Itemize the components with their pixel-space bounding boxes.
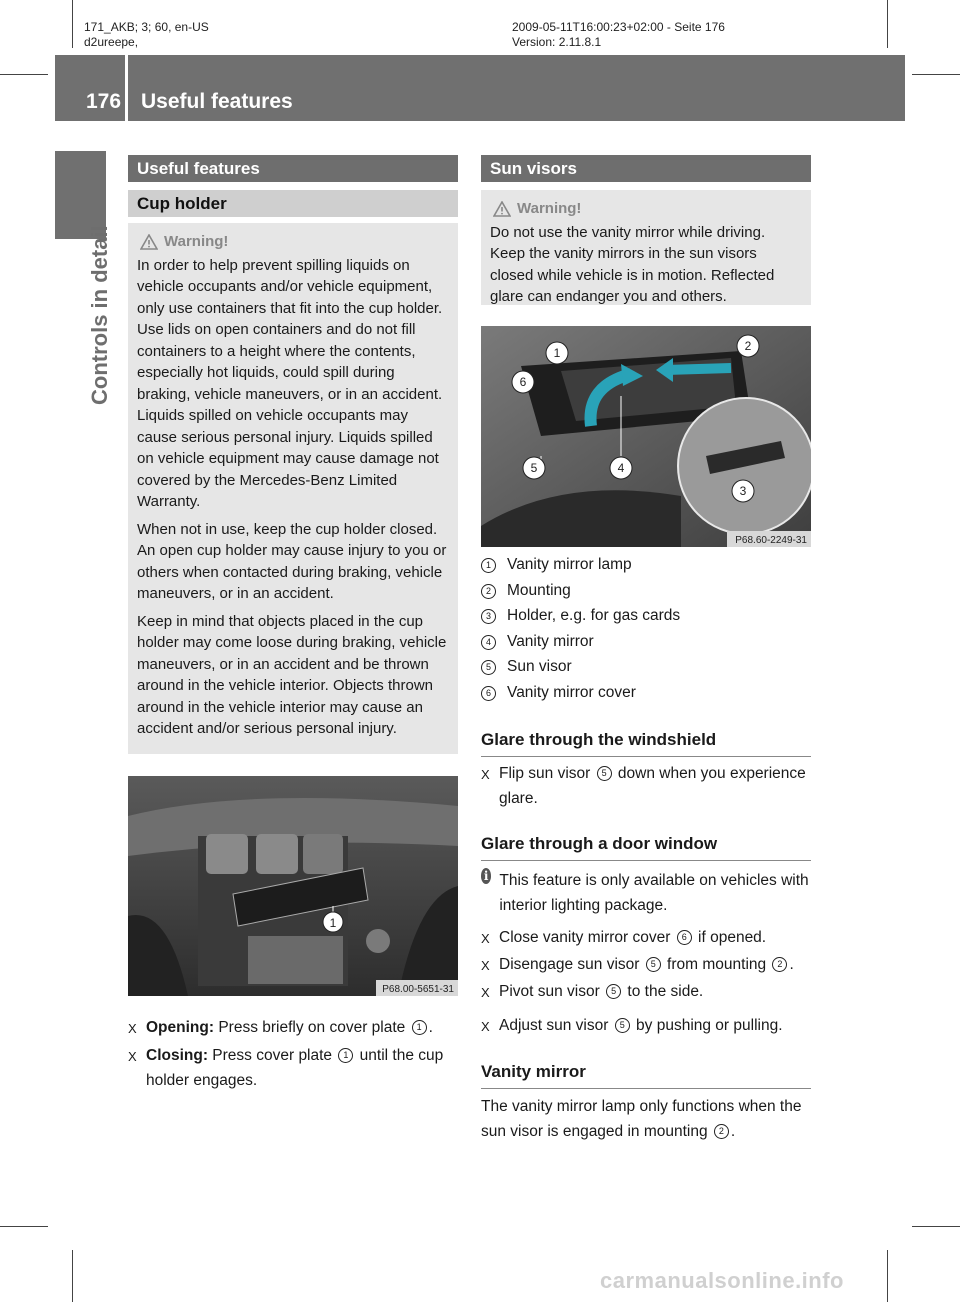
- legend-item: [481, 607, 680, 625]
- warning-paragraph: Do not use the vanity mirror while driving. Keep the vanity mirrors in the sun visors closed while vehicle is in motion. Reflected glare can endanger you and others.: [490, 223, 775, 305]
- photo-callout: 1: [553, 346, 561, 360]
- vanity-text: [481, 1094, 811, 1144]
- step-text: Disengage sun visor: [499, 956, 644, 973]
- photo-callout: 4: [617, 461, 625, 475]
- subsection-title-windshield: Glare through the windshield: [481, 730, 811, 757]
- legend-text: Sun visor: [507, 658, 572, 675]
- warning-triangle-icon: [493, 201, 511, 217]
- step-text: Press cover plate: [208, 1047, 337, 1064]
- callout-ref: 5: [597, 766, 612, 781]
- page-number: 176: [86, 90, 122, 113]
- step-text: Adjust sun visor: [499, 1017, 613, 1034]
- warning-paragraph: In order to help prevent spilling liquids on vehicle occupants and/or vehicle equipment, only use containers that fit into the cup holder. Use lids on open containers and do not fill containers to a height where the contents, especially hot liquids, could spill during braking, vehicle maneuvers, or in an accident. Liquids spilled on vehicle occupants may cause serious personal injury. Liquids spilled on vehicle equipment may cause damage not covered by the Mercedes-Benz Limited Warranty.: [137, 256, 443, 510]
- step-opening: [128, 1015, 463, 1041]
- legend-text: Vanity mirror cover: [507, 684, 636, 701]
- photo-code: P68.60-2249-31: [735, 535, 807, 546]
- windshield-step: [481, 761, 811, 811]
- crop-mark: [0, 1226, 48, 1227]
- legend-item: [481, 582, 571, 600]
- section-title-sun-visors: Sun visors: [481, 155, 811, 182]
- info-icon: i: [481, 868, 491, 884]
- legend-item: [481, 556, 632, 574]
- info-text: This feature is only available on vehicles with interior lighting package.: [499, 872, 809, 914]
- crop-mark: [72, 1250, 73, 1302]
- step-text: Flip sun visor: [499, 765, 595, 782]
- subsection-title-cup-holder: Cup holder: [128, 190, 458, 217]
- door-steps: [481, 925, 816, 1039]
- print-meta-line: 171_AKB; 3; 60, en-US: [84, 20, 209, 34]
- callout-ref: 5: [606, 984, 621, 999]
- legend-item: [481, 658, 572, 676]
- crop-mark: [0, 74, 48, 75]
- subsection-title-vanity-mirror: Vanity mirror: [481, 1062, 811, 1089]
- print-meta-line: Version: 2.11.8.1: [512, 35, 602, 49]
- step-label: Closing:: [146, 1047, 208, 1064]
- step-text: .: [428, 1019, 433, 1036]
- callout-ref: 2: [481, 584, 496, 599]
- callout-ref: 4: [481, 635, 496, 650]
- warning-header: [493, 198, 803, 220]
- legend-text: Vanity mirror: [507, 633, 594, 650]
- body-text: .: [730, 1123, 736, 1140]
- step-text: from mounting: [662, 956, 771, 973]
- cup-holder-photo: [128, 776, 458, 996]
- warning-title: Warning!: [164, 233, 229, 250]
- page-title: Useful features: [141, 90, 293, 113]
- callout-ref: 5: [615, 1018, 630, 1033]
- photo-callout: 5: [530, 461, 538, 475]
- photo-callout: 1: [329, 916, 337, 930]
- callout-ref: 5: [646, 957, 661, 972]
- warning-box-sun-visor: [481, 190, 811, 305]
- crop-mark: [912, 74, 960, 75]
- print-meta-line: d2ureepe,: [84, 35, 139, 49]
- section-title-useful-features: Useful features: [128, 155, 458, 182]
- callout-ref: 6: [677, 930, 692, 945]
- photo-code: P68.00-5651-31: [382, 984, 454, 995]
- callout-ref: 6: [481, 686, 496, 701]
- step-text: if opened.: [693, 929, 767, 946]
- step-text: Pivot sun visor: [499, 983, 605, 1000]
- step-text: down when you experience glare.: [499, 765, 806, 807]
- legend-item: [481, 633, 594, 651]
- sun-visor-photo: [481, 326, 811, 547]
- header-divider: [125, 55, 128, 121]
- side-tab-text: [80, 152, 120, 412]
- crop-mark: [72, 0, 73, 48]
- step-item: [481, 925, 816, 951]
- warning-paragraph: Keep in mind that objects placed in the cup holder may come loose during braking, vehicle maneuvers, or in an accident and be thrown around in the vehicle interior. Objects thrown around in the vehicle interior may cause an accident and/or serious personal injury.: [137, 612, 447, 737]
- print-meta-left: [84, 20, 209, 50]
- callout-ref: 2: [714, 1124, 729, 1139]
- photo-callout: 6: [519, 375, 527, 389]
- photo-callout: 2: [744, 339, 752, 353]
- step-label: Opening:: [146, 1019, 215, 1036]
- warning-triangle-icon: [140, 234, 158, 250]
- legend-text: Holder, e.g. for gas cards: [507, 607, 681, 624]
- watermark: carmanualsonline.info: [600, 1268, 844, 1293]
- callout-ref: 3: [481, 609, 496, 624]
- side-tab-label: Controls in detail: [87, 225, 112, 405]
- cup-holder-steps: [128, 1015, 463, 1093]
- step-arrow-icon: X: [128, 1021, 137, 1036]
- step-arrow-icon: X: [481, 1019, 490, 1034]
- step-text: Close vanity mirror cover: [499, 929, 675, 946]
- warning-paragraph: When not in use, keep the cup holder closed. An open cup holder may cause injury to you or others when contacted during braking, vehicle maneuvers, or in an accident.: [137, 520, 447, 602]
- legend-item: [481, 684, 636, 702]
- door-info: [481, 868, 811, 918]
- step-closing: [128, 1043, 463, 1093]
- warning-title: Warning!: [517, 200, 582, 217]
- step-item: [481, 952, 816, 978]
- warning-header: [140, 231, 450, 253]
- step-item: [481, 1013, 816, 1039]
- crop-mark: [912, 1226, 960, 1227]
- crop-mark: [887, 0, 888, 48]
- step-arrow-icon: X: [481, 931, 490, 946]
- step-text: by pushing or pulling.: [631, 1017, 783, 1034]
- callout-ref: 1: [338, 1048, 353, 1063]
- photo-callout: 3: [739, 484, 747, 498]
- step-text: Press briefly on cover plate: [214, 1019, 410, 1036]
- callout-ref: 1: [412, 1020, 427, 1035]
- step-arrow-icon: X: [481, 958, 490, 973]
- callout-ref: 1: [481, 558, 496, 573]
- step-text: .: [789, 956, 794, 973]
- legend-text: Vanity mirror lamp: [507, 556, 632, 573]
- callout-ref: 2: [772, 957, 787, 972]
- callout-ref: 5: [481, 660, 496, 675]
- print-meta-right: [512, 20, 725, 50]
- step-arrow-icon: X: [128, 1049, 137, 1064]
- step-arrow-icon: X: [481, 767, 490, 782]
- step-arrow-icon: X: [481, 985, 490, 1000]
- crop-mark: [887, 1250, 888, 1302]
- body-text: The vanity mirror lamp only functions when the sun visor is engaged in mounting: [481, 1098, 802, 1140]
- warning-box-cup-holder: [128, 223, 458, 754]
- step-text: until the cup holder engages.: [146, 1047, 444, 1089]
- step-item: [481, 979, 816, 1005]
- print-meta-line: 2009-05-11T16:00:23+02:00 - Seite 176: [512, 20, 725, 34]
- subsection-title-door-window: Glare through a door window: [481, 834, 811, 861]
- legend-text: Mounting: [507, 582, 571, 599]
- step-text: to the side.: [623, 983, 704, 1000]
